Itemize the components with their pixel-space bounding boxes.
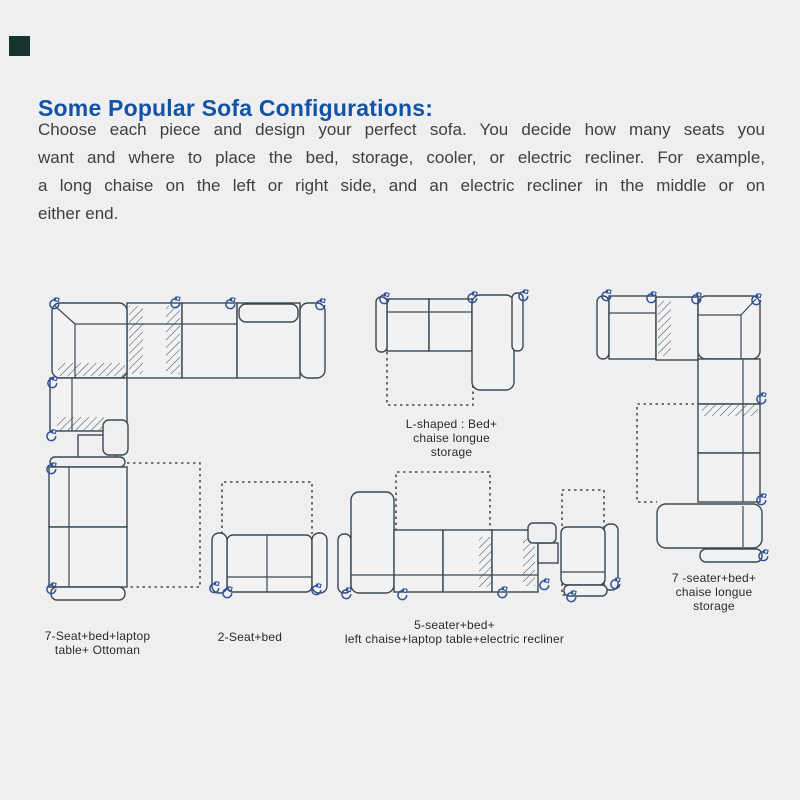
rotate-icon	[47, 429, 56, 440]
config-two-seat-bed	[210, 482, 327, 598]
bed-extent-dashed	[222, 482, 312, 534]
left-arm	[597, 296, 609, 359]
config-seven-seater-chaise-storage	[597, 289, 768, 562]
laptop-table	[528, 523, 556, 543]
hatch-panel	[58, 363, 125, 376]
ottoman-rail	[51, 587, 125, 600]
left-arm	[376, 297, 387, 352]
recliner-footrest	[564, 585, 607, 596]
sofa-seat-piece	[49, 467, 127, 527]
laptop-table-top	[538, 543, 558, 563]
config-label-line: chaise longue	[675, 585, 753, 599]
config-label-line: chaise longue	[413, 431, 490, 445]
config-l-shaped-bed-chaise	[376, 289, 528, 405]
config-label-line: 7 -seater+bed+	[671, 571, 757, 585]
hatch-panel	[166, 306, 180, 374]
laptop-table	[103, 420, 128, 455]
config-label-five-seater	[327, 618, 582, 646]
config-label-line: storage	[693, 599, 735, 613]
config-label-line: 7-Seat+bed+laptop	[44, 629, 151, 643]
left-arm	[338, 534, 351, 593]
sofa-seat-piece	[609, 296, 656, 359]
config-label-seven-seater-chaise	[648, 571, 780, 613]
hatch-panel	[658, 301, 671, 356]
sofa-seat-piece	[387, 299, 429, 351]
bed-extent-dashed	[127, 463, 200, 587]
config-five-seater-left-chaise	[338, 472, 620, 602]
sofa-seat-piece	[698, 359, 760, 404]
config-label-line: 5-seater+bed+	[414, 618, 495, 632]
intro-line: a long chaise on the left or right side, and an electric recliner in the middle or on	[38, 176, 765, 195]
config-label-line: storage	[430, 445, 473, 459]
front-rail	[50, 457, 125, 467]
sofa-body	[227, 535, 312, 592]
chaise-longue	[472, 295, 514, 390]
config-label-line: table+ Ottoman	[54, 643, 141, 657]
hatch-panel	[129, 306, 143, 374]
backrest-bar	[239, 304, 298, 322]
config-label-seven-seat-ottoman	[25, 629, 170, 657]
right-arm	[512, 293, 523, 351]
intro-line: either end.	[38, 204, 119, 223]
config-label-line: left chaise+laptop table+electric recliner	[344, 632, 565, 646]
config-label-l-shaped	[383, 417, 520, 459]
sofa-seat-piece	[394, 530, 443, 592]
left-chaise	[351, 492, 394, 593]
intro-line: want and where to place the bed, storage, cooler, or electric recliner. For example,	[38, 148, 765, 167]
config-label-line: 2-Seat+bed	[217, 630, 283, 644]
config-label-two-seat	[195, 630, 305, 644]
sofa-seat-piece	[698, 453, 760, 502]
page-title: Some Popular Sofa Configurations:	[38, 95, 434, 122]
hatch-panel	[523, 539, 535, 586]
electric-recliner	[561, 527, 605, 585]
hatch-panel	[702, 404, 758, 416]
sofa-seat-piece	[429, 299, 472, 351]
storage-extent-dashed	[637, 404, 700, 502]
rotate-icon	[540, 578, 549, 589]
hatch-panel	[57, 417, 104, 431]
sofa-seat-piece	[49, 527, 127, 587]
chaise-longue	[657, 504, 762, 548]
storage-extent-dashed	[387, 352, 473, 405]
sofa-seat-piece	[182, 303, 237, 378]
hatch-panel	[479, 537, 492, 587]
right-arm	[300, 303, 325, 378]
intro-line: Choose each piece and design your perfect sofa. You decide how many seats you	[38, 120, 765, 139]
bed-extent-dashed	[396, 472, 490, 531]
config-label-line: L-shaped : Bed+	[405, 417, 498, 431]
front-rail	[700, 549, 762, 562]
